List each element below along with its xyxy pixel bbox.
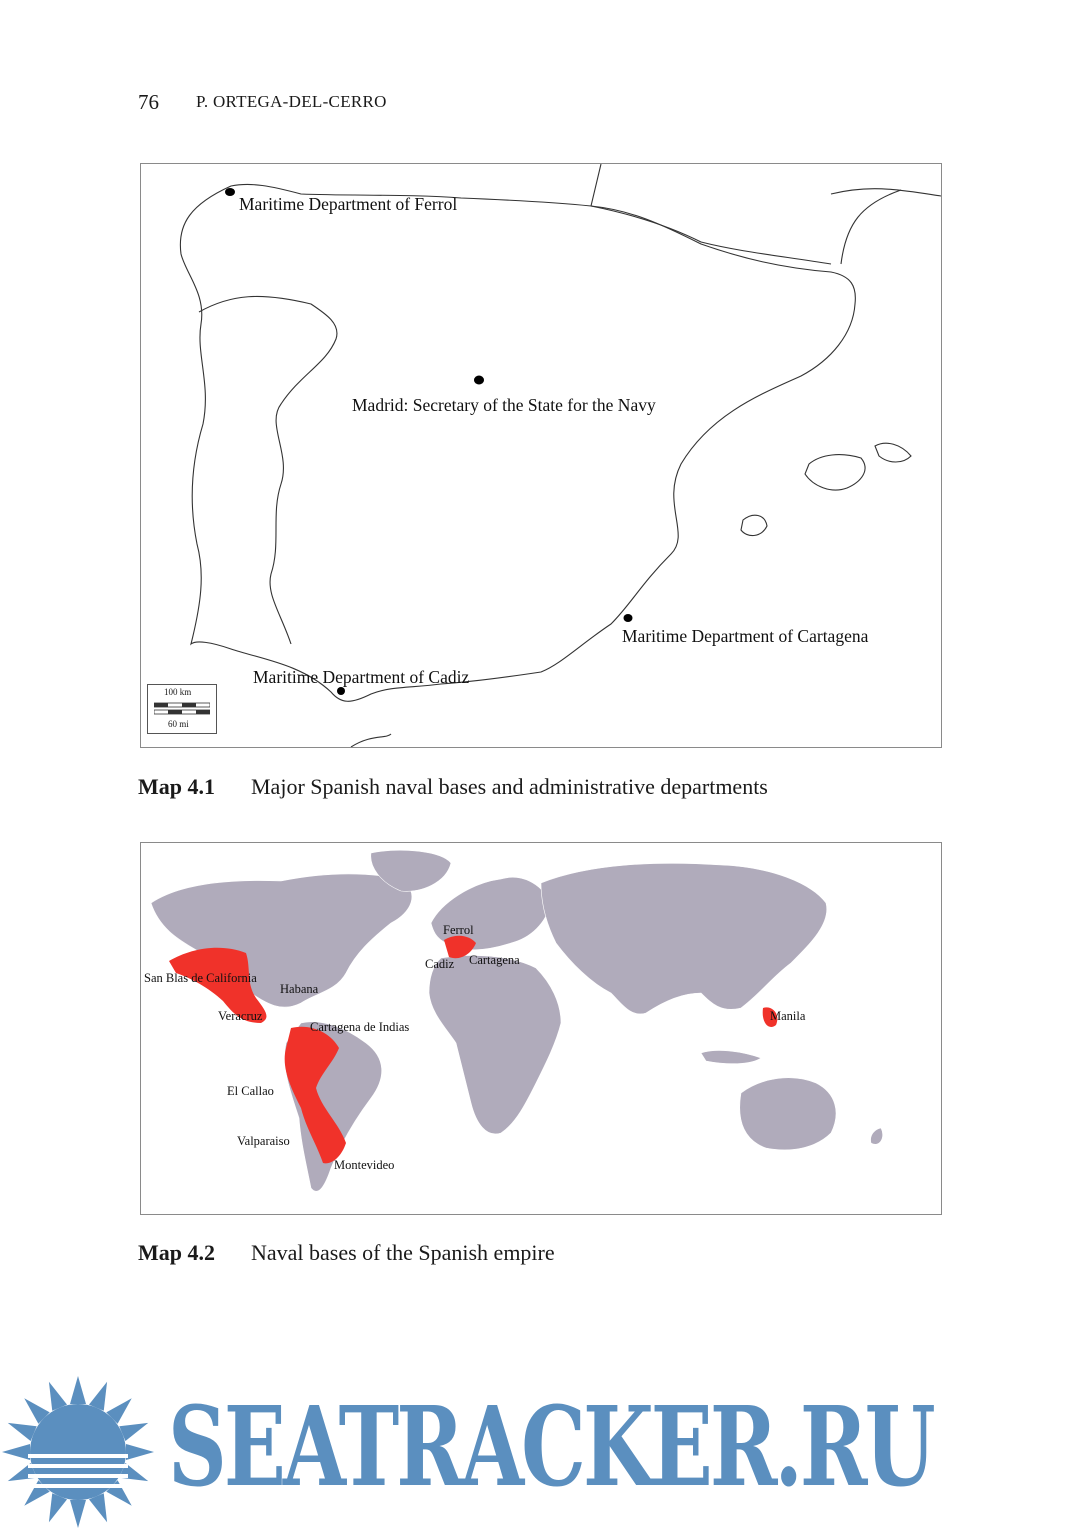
map2-caption-text: Naval bases of the Spanish empire [251, 1240, 555, 1265]
label-montevideo: Montevideo [334, 1158, 395, 1172]
cadiz-marker [337, 687, 345, 695]
label-ferrol: Maritime Department of Ferrol [239, 194, 458, 214]
iberia-coastline [180, 184, 855, 701]
mallorca [805, 455, 865, 490]
label-madrid: Madrid: Secretary of the State for the Navy [352, 395, 656, 415]
france-border [591, 206, 831, 264]
ferrol-marker [225, 188, 235, 196]
label-cadiz-world: Cadiz [425, 957, 455, 971]
world-map [141, 843, 941, 1214]
label-el-callao: El Callao [227, 1084, 274, 1098]
africa [429, 955, 561, 1133]
scale-bar [147, 684, 217, 734]
indonesia [701, 1051, 761, 1064]
map1-caption [138, 774, 768, 800]
scale-km: 100 km [164, 687, 192, 697]
africa-coast [351, 734, 391, 747]
label-habana: Habana [280, 982, 319, 996]
cartagena-marker [624, 614, 633, 622]
map1-caption-text: Major Spanish naval bases and administrative departments [251, 774, 768, 799]
label-valparaiso: Valparaiso [237, 1134, 290, 1148]
iberia-outline [141, 164, 941, 747]
running-head-author: P. ORTEGA-DEL-CERRO [196, 92, 387, 111]
australia [740, 1078, 836, 1150]
scale-mi: 60 mi [168, 719, 189, 729]
map1-caption-number: Map 4.1 [138, 774, 215, 799]
map2-caption [138, 1240, 555, 1266]
label-cartagena-world: Cartagena [469, 953, 520, 967]
label-san-blas: San Blas de California [144, 971, 257, 985]
sun-icon [0, 1374, 160, 1534]
ibiza [741, 515, 767, 535]
page-number: 76 [138, 90, 159, 114]
label-cadiz: Maritime Department of Cadiz [253, 667, 470, 687]
map-world-spanish-empire [140, 842, 942, 1215]
watermark-text: SEATRACKER.RU [168, 1382, 933, 1511]
scale-bars [154, 702, 210, 716]
menorca [875, 443, 911, 462]
map-iberian-peninsula [140, 163, 942, 748]
label-cartagena: Maritime Department of Cartagena [622, 626, 869, 646]
watermark [0, 1370, 1080, 1532]
label-cartagena-de-indias: Cartagena de Indias [310, 1020, 410, 1034]
france-coast [591, 164, 601, 206]
madrid-marker [474, 376, 484, 385]
new-zealand [871, 1128, 883, 1144]
asia [541, 863, 827, 1014]
portugal-border [199, 296, 337, 644]
map2-caption-number: Map 4.2 [138, 1240, 215, 1265]
label-manila: Manila [770, 1009, 806, 1023]
label-veracruz: Veracruz [218, 1009, 263, 1023]
label-ferrol-world: Ferrol [443, 923, 474, 937]
